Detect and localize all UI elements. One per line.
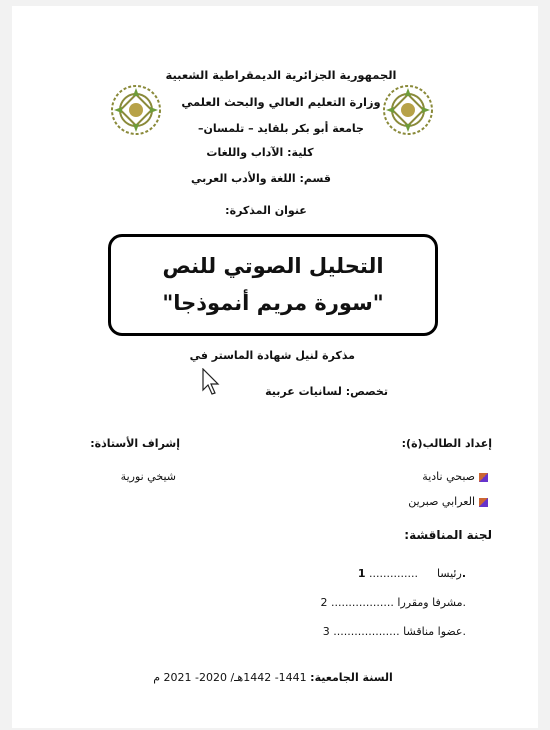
committee-num-2: 2. [320, 596, 466, 609]
ministry-name: وزارة التعليم العالي والبحث العلمي [181, 95, 381, 109]
committee-role-1: رئيسا [436, 567, 462, 580]
committee-dots-1: .............. [369, 567, 418, 580]
student-name-2 [370, 495, 488, 508]
committee-member-1 [290, 567, 466, 580]
specialty-text: تخصص: لسانيات عربية [265, 385, 388, 398]
university-name: جامعة أبو بكر بلقايد – تلمسان– [198, 122, 364, 135]
department-name: قسم: اللغة والأدب العربي [191, 172, 331, 185]
bullet-icon [479, 498, 488, 507]
committee-label: لجنة المناقشة: [404, 528, 492, 542]
committee-role-2: مشرفا ومقررا [397, 596, 463, 609]
faculty-name: كلية: الآداب واللغات [206, 146, 314, 159]
thesis-title-label: عنوان المذكرة: [225, 204, 307, 217]
committee-num-3: 3. [322, 625, 466, 638]
supervisor-label: إشراف الأستاذة: [90, 437, 180, 450]
degree-text: مذكرة لنيل شهادة الماستر في [189, 349, 355, 362]
student-name-1-text: صبحي نادية [422, 470, 475, 483]
mouse-cursor-icon [202, 368, 220, 396]
thesis-title-line1: التحليل الصوتي للنص [162, 254, 384, 278]
committee-role-3: عضوا مناقشا [403, 625, 463, 638]
student-name-2-text: العرابي صبرين [408, 495, 475, 508]
document-page [12, 6, 538, 728]
committee-num-1: 1. [357, 567, 466, 580]
committee-dots-2: .................. [330, 596, 394, 609]
academic-year [142, 671, 404, 684]
supervisor-name: شيخي نورية [120, 470, 176, 483]
academic-year-value: 1441- 1442هـ/ 2020- 2021 م [153, 671, 307, 684]
thesis-title-box [108, 234, 438, 336]
republic-name: الجمهورية الجزائرية الديمقراطية الشعبية [165, 68, 397, 82]
students-label: إعداد الطالب(ة): [401, 437, 492, 450]
committee-member-2 [290, 596, 466, 609]
bullet-icon [479, 473, 488, 482]
committee-dots-3: ................... [333, 625, 400, 638]
university-seal-left [108, 82, 164, 138]
student-name-1 [380, 470, 488, 483]
academic-year-label: السنة الجامعية: [310, 671, 393, 684]
thesis-title-line2: "سورة مريم أنموذجا" [162, 291, 384, 315]
committee-member-3 [290, 625, 466, 638]
